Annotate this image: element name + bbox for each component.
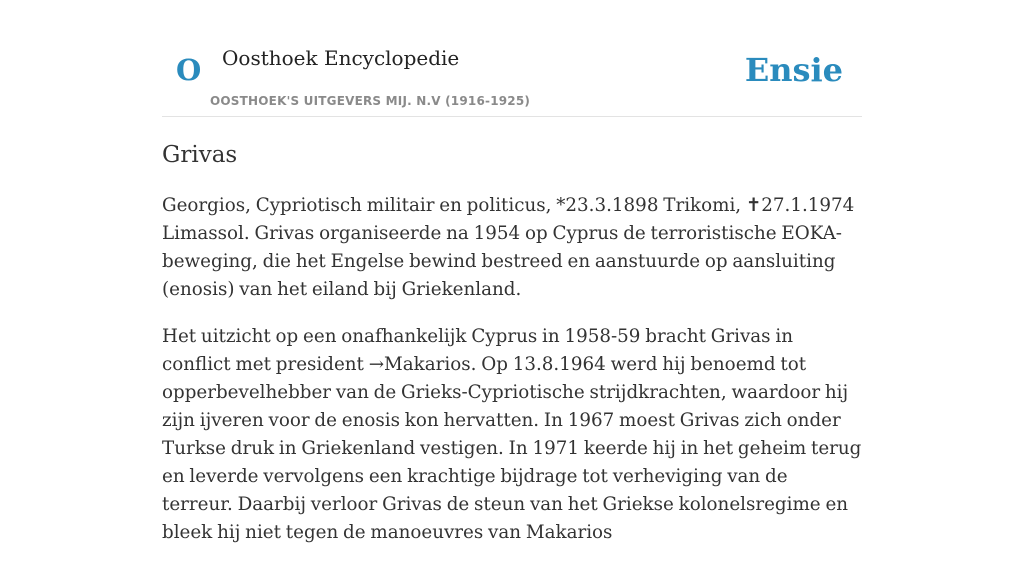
publisher-subtitle: OOSTHOEK'S UITGEVERS MIJ. N.V (1916-1925) (210, 94, 531, 108)
article-paragraph: Het uitzicht op een onafhankelijk Cyprus in 1958-59 bracht Grivas in conflict met president →Makarios. Op 13.8.1964 werd hij benoemd tot opperbevelhebber van de Grieks-Cypriotische strijdkrachten, waardoor hij zijn ijveren voor de enosis kon hervatten. In 1967 moest Grivas zich onder Turkse druk in Griekenland vestigen. In 1971 keerde hij in het geheim terug en leverde vervolgens een krachtige bijdrage tot verheviging van de terreur. Daarbij verloor Grivas de steun van het Griekse kolonelsregime en bleek hij niet tegen de manoeuvres van Makarios (162, 326, 862, 543)
ensie-brand-link[interactable]: Ensie (744, 51, 843, 89)
article-title: Grivas (162, 142, 238, 168)
article-paragraph: Georgios, Cypriotisch militair en politicus, *23.3.1898 Trikomi, ✝27.1.1974 Limassol. Grivas organiseerde na 1954 op Cyprus de terroristische EOKA-beweging, die het Engelse bewind bestreed en aanstuurde op aansluiting (enosis) van het eiland bij Griekenland. (162, 195, 855, 300)
article-body (162, 192, 862, 566)
page-container (162, 0, 862, 543)
site-title-link[interactable]: Oosthoek Encyclopedie (222, 46, 460, 70)
site-logo[interactable]: O (176, 53, 202, 87)
site-header (162, 0, 862, 117)
